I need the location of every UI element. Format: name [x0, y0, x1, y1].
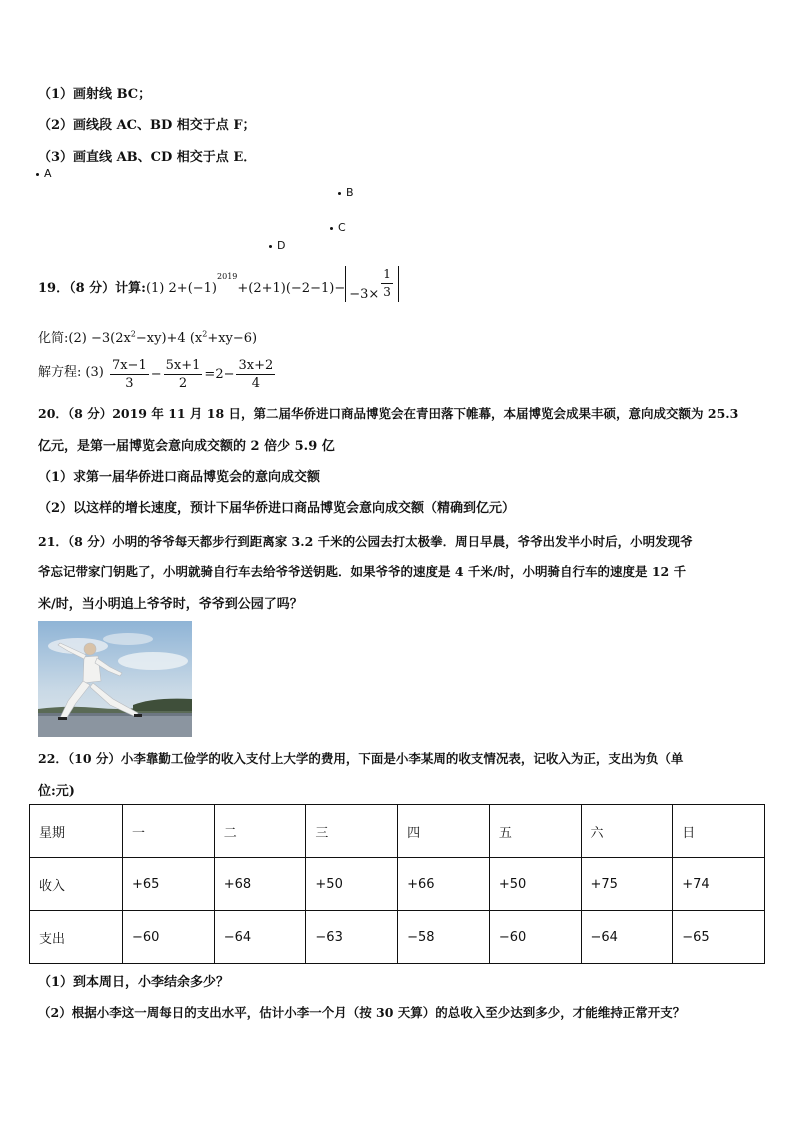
point-c	[330, 221, 346, 234]
table-cell: −60	[123, 911, 215, 964]
q19-line1	[38, 266, 399, 306]
table-cell: +75	[581, 858, 673, 911]
q19-frac-num: 1	[381, 266, 393, 284]
q19-frac-1-den: 3	[125, 376, 134, 391]
q19-fraction	[381, 266, 393, 301]
table-cell: +66	[398, 858, 490, 911]
q19-expr-b: +(2+1)(−2−1)−	[237, 281, 346, 296]
table-cell: 四	[398, 805, 490, 858]
income-expense-table	[29, 804, 765, 964]
point-c-label: C	[338, 221, 346, 234]
table-cell: +50	[489, 858, 581, 911]
table-cell: 支出	[30, 911, 123, 964]
point-d-label: D	[277, 239, 286, 252]
table-cell: 三	[306, 805, 398, 858]
q22-sub1: （1）到本周日，小李结余多少？	[38, 975, 230, 990]
q19-frac-2-num: 5x+1	[165, 358, 201, 373]
q20-line2: 亿元，是第一届博览会意向成交额的 2 倍少 5.9 亿	[38, 439, 335, 454]
table-cell: −63	[306, 911, 398, 964]
point-d	[269, 239, 285, 252]
q19-part2-sq2: 2	[202, 329, 208, 339]
q19-eq: =2−	[204, 367, 235, 382]
q19-frac-1	[110, 357, 149, 392]
table-cell: −60	[489, 911, 581, 964]
table-cell: 收入	[30, 858, 123, 911]
point-b-label: B	[346, 186, 354, 199]
q22-sub2: （2）根据小李这一周每日的支出水平，估计小李一个月（按 30 天算）的总收入至少达到多少，才能维持正常开支？	[38, 1005, 686, 1020]
q19-frac-2-den: 2	[178, 376, 188, 391]
q18-item-1: （1）画射线 BC；	[38, 87, 152, 102]
q19-part1-num: (1)	[145, 281, 165, 296]
q19-part2-c: +xy−6)	[207, 331, 258, 346]
table-cell: −64	[581, 911, 673, 964]
tai-chi-photo	[38, 621, 192, 737]
q19-frac-3-den: 4	[251, 376, 261, 391]
q19-frac-den: 3	[383, 285, 391, 299]
q21-line3: 米/时，当小明追上爷爷时，爷爷到公园了吗？	[38, 597, 303, 612]
q19-part2-sq1: 2	[130, 329, 136, 339]
table-cell: 一	[123, 805, 215, 858]
q19-part3-num: (3)	[85, 365, 104, 380]
table-cell: +50	[306, 858, 398, 911]
q19-absolute-value	[345, 266, 399, 302]
q19-frac-3	[236, 357, 275, 392]
q20-line1: 20．（8 分）2019 年 11 月 18 日，第二届华侨进口商品博览会在青田落下帷幕，本届博览会成果丰硕，意向成交额为 25.3	[38, 406, 739, 421]
table-header-row	[30, 805, 765, 858]
table-cell: −64	[214, 911, 306, 964]
q19-part2-label: 化简:	[38, 331, 69, 346]
point-b	[338, 186, 354, 199]
q21-line2: 爷忘记带家门钥匙了，小明就骑自行车去给爷爷送钥匙．如果爷爷的速度是 4 千米/时，小明骑自行车的速度是 12 千	[38, 564, 687, 579]
table-cell: −58	[398, 911, 490, 964]
q22-line1: 22．（10 分）小李靠勤工俭学的收入支付上大学的费用，下面是小李某周的收支情况表，记收入为正，支出为负（单	[38, 751, 684, 766]
q19-label: 19．（8 分）计算:	[38, 281, 146, 296]
table-cell: 星期	[30, 805, 123, 858]
table-cell: +68	[214, 858, 306, 911]
q20-sub1: （1）求第一届华侨进口商品博览会的意向成交额	[38, 470, 321, 485]
table-cell: 日	[673, 805, 765, 858]
q19-expr-a: 2+(−1)	[168, 281, 218, 296]
table-cell: −65	[673, 911, 765, 964]
tai-chi-illustration	[38, 621, 192, 737]
q19-part2-b: −xy)+4 (x	[135, 331, 203, 346]
q19-abs-a: −3×	[349, 287, 380, 302]
q19-part2-num: (2)	[68, 331, 87, 346]
q19-line2	[38, 327, 257, 346]
q19-part3-label: 解方程:	[38, 365, 82, 380]
q21-line1: 21．（8 分）小明的爷爷每天都步行到距离家 3.2 千米的公园去打太极拳．周日早晨，爷爷出发半小时后，小明发现爷	[38, 534, 693, 549]
q19-frac-3-num: 3x+2	[238, 358, 274, 373]
q19-minus: −	[150, 367, 162, 382]
q20-sub2: （2）以这样的增长速度，预计下届华侨进口商品博览会意向成交额（精确到亿元）	[38, 501, 516, 516]
point-a-label: A	[44, 167, 52, 180]
q22-line2: 位:元)	[38, 784, 75, 799]
q19-exponent: 2019	[217, 271, 238, 281]
q19-frac-2	[164, 357, 203, 392]
table-cell: 五	[489, 805, 581, 858]
q19-frac-1-num: 7x−1	[111, 358, 147, 373]
q18-item-3: （3）画直线 AB、CD 相交于点 E．	[38, 150, 257, 165]
table-row-income	[30, 858, 765, 911]
q19-line3	[38, 357, 277, 392]
table-cell: +65	[123, 858, 215, 911]
q18-item-2: （2）画线段 AC、BD 相交于点 F；	[38, 118, 256, 133]
table-cell: 六	[581, 805, 673, 858]
table-row-expense	[30, 911, 765, 964]
table-cell: +74	[673, 858, 765, 911]
table-cell: 二	[214, 805, 306, 858]
q19-part2-a: −3(2x	[90, 331, 131, 346]
point-a	[36, 167, 52, 180]
